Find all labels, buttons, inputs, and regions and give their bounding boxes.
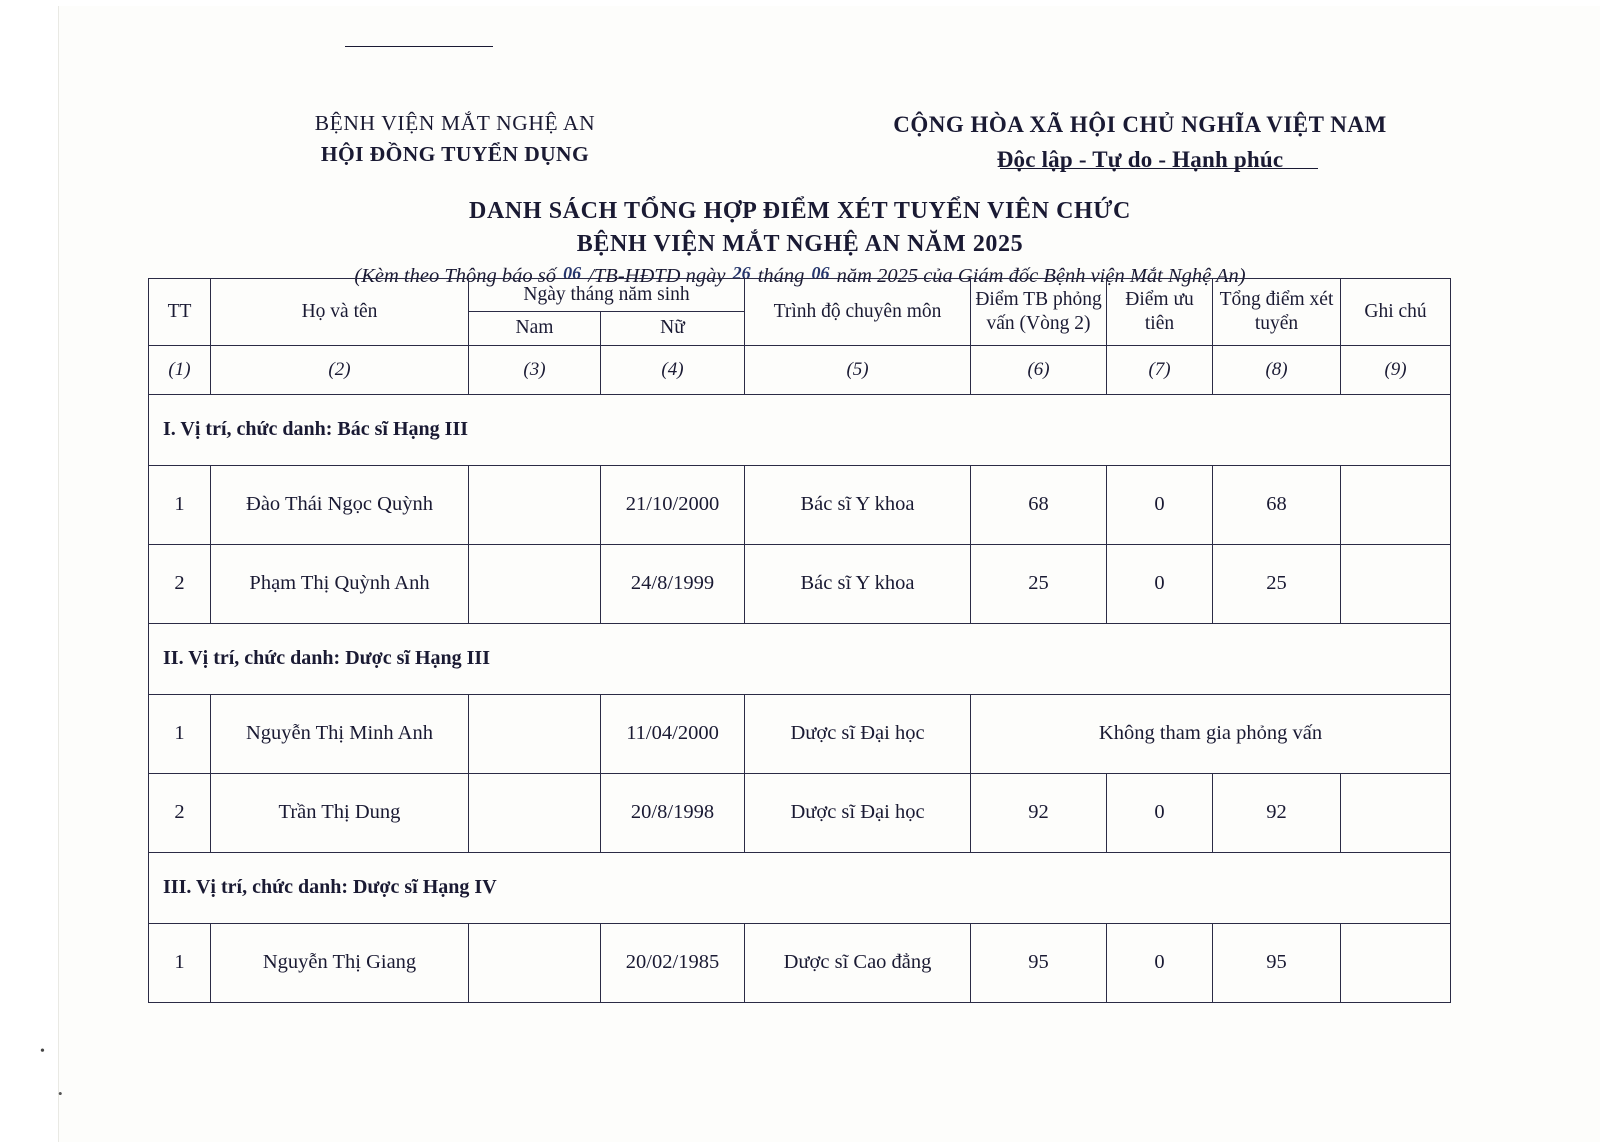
cell-note: [1341, 544, 1451, 623]
scan-edge-top: [0, 0, 1600, 6]
colnum-6: (6): [971, 345, 1107, 394]
colnum-3: (3): [469, 345, 601, 394]
header-note: Ghi chú: [1341, 279, 1451, 346]
colnum-1: (1): [149, 345, 211, 394]
cell-major: Bác sĩ Y khoa: [745, 465, 971, 544]
organization-block: [290, 108, 620, 170]
table-body: [149, 394, 1451, 1002]
subtitle-part2: /TB-HĐTD ngày: [588, 265, 726, 287]
cell-dob-male: [469, 544, 601, 623]
cell-name: Trần Thị Dung: [211, 773, 469, 852]
handwritten-doc-number: 06: [563, 263, 582, 283]
cell-tt: 2: [149, 544, 211, 623]
header-tt: TT: [149, 279, 211, 346]
header-interview-score: Điểm TB phỏng vấn (Vòng 2): [971, 279, 1107, 346]
scan-artifact-upper: •: [40, 1044, 45, 1059]
section-heading: II. Vị trí, chức danh: Dược sĩ Hạng III: [149, 623, 1451, 694]
cell-dob-male: [469, 465, 601, 544]
column-number-row: [149, 345, 1451, 394]
cell-tt: 1: [149, 923, 211, 1002]
cell-total-score: 25: [1213, 544, 1341, 623]
cell-interview-score: 95: [971, 923, 1107, 1002]
handwritten-day: 26: [732, 263, 751, 283]
organization-council: HỘI ĐỒNG TUYỂN DỤNG: [320, 142, 590, 167]
cell-name: Nguyễn Thị Giang: [211, 923, 469, 1002]
colnum-2: (2): [211, 345, 469, 394]
cell-priority-score: 0: [1107, 544, 1213, 623]
organization-underline: [345, 46, 493, 47]
colnum-9: (9): [1341, 345, 1451, 394]
cell-tt: 1: [149, 465, 211, 544]
cell-dob-female: 21/10/2000: [601, 465, 745, 544]
cell-tt: 1: [149, 694, 211, 773]
cell-dob-female: 11/04/2000: [601, 694, 745, 773]
cell-dob-male: [469, 694, 601, 773]
cell-dob-female: 24/8/1999: [601, 544, 745, 623]
cell-priority-score: 0: [1107, 923, 1213, 1002]
handwritten-month: 06: [811, 263, 830, 283]
cell-name: Nguyễn Thị Minh Anh: [211, 694, 469, 773]
subtitle-part3: tháng: [757, 265, 805, 287]
cell-major: Dược sĩ Cao đẳng: [745, 923, 971, 1002]
colnum-4: (4): [601, 345, 745, 394]
header-name: Họ và tên: [211, 279, 469, 346]
cell-dob-female: 20/02/1985: [601, 923, 745, 1002]
cell-major: Bác sĩ Y khoa: [745, 544, 971, 623]
cell-name: Phạm Thị Quỳnh Anh: [211, 544, 469, 623]
cell-note: [1341, 465, 1451, 544]
table-header: [149, 279, 1451, 395]
national-title: CỘNG HÒA XÃ HỘI CHỦ NGHĨA VIỆT NAM: [893, 112, 1387, 137]
cell-interview-score: 68: [971, 465, 1107, 544]
cell-total-score: 68: [1213, 465, 1341, 544]
cell-priority-score: 0: [1107, 773, 1213, 852]
cell-tt: 2: [149, 773, 211, 852]
header-dob-group: Ngày tháng năm sinh: [469, 279, 745, 312]
cell-note: [1341, 923, 1451, 1002]
table-row: [149, 773, 1451, 852]
cell-name: Đào Thái Ngọc Quỳnh: [211, 465, 469, 544]
colnum-5: (5): [745, 345, 971, 394]
cell-priority-score: 0: [1107, 465, 1213, 544]
header-total-score: Tổng điểm xét tuyển: [1213, 279, 1341, 346]
cell-major: Dược sĩ Đại học: [745, 773, 971, 852]
scan-edge-left: [0, 0, 59, 1142]
subtitle-part4: năm 2025 của Giám đốc Bệnh viện Mắt Nghệ An): [836, 265, 1246, 287]
section-heading-row: [149, 394, 1451, 465]
document-title-block: [0, 198, 1600, 288]
cell-total-score: 92: [1213, 773, 1341, 852]
table-row: [149, 544, 1451, 623]
colnum-7: (7): [1107, 345, 1213, 394]
cell-interview-score: 25: [971, 544, 1107, 623]
cell-note: [1341, 773, 1451, 852]
cell-dob-female: 20/8/1998: [601, 773, 745, 852]
section-heading-row: [149, 852, 1451, 923]
section-heading: I. Vị trí, chức danh: Bác sĩ Hạng III: [149, 394, 1451, 465]
results-table: [148, 278, 1451, 1003]
cell-dob-male: [469, 923, 601, 1002]
header-dob-male: Nam: [469, 312, 601, 345]
cell-total-score: 95: [1213, 923, 1341, 1002]
section-heading-row: [149, 623, 1451, 694]
header-dob-female: Nữ: [601, 312, 745, 345]
cell-no-interview-note: Không tham gia phỏng vấn: [971, 694, 1451, 773]
organization-name: BỆNH VIỆN MẮT NGHỆ AN: [314, 111, 596, 135]
document-title-line1: DANH SÁCH TỔNG HỢP ĐIỂM XÉT TUYỂN VIÊN CHỨC: [469, 198, 1131, 224]
national-motto-underline: [1000, 168, 1318, 169]
table-row: [149, 694, 1451, 773]
colnum-8: (8): [1213, 345, 1341, 394]
header-major: Trình độ chuyên môn: [745, 279, 971, 346]
cell-interview-score: 92: [971, 773, 1107, 852]
table-row: [149, 465, 1451, 544]
cell-major: Dược sĩ Đại học: [745, 694, 971, 773]
section-heading: III. Vị trí, chức danh: Dược sĩ Hạng IV: [149, 852, 1451, 923]
national-motto: Độc lập - Tự do - Hạnh phúc: [996, 146, 1284, 172]
table-row: [149, 923, 1451, 1002]
document-title-line2: BỆNH VIỆN MẮT NGHỆ AN NĂM 2025: [576, 231, 1024, 257]
cell-dob-male: [469, 773, 601, 852]
scan-artifact-lower: •: [58, 1086, 63, 1101]
subtitle-part1: (Kèm theo Thông báo số: [354, 265, 556, 287]
header-priority-score: Điểm ưu tiên: [1107, 279, 1213, 346]
national-heading-block: [830, 108, 1450, 177]
